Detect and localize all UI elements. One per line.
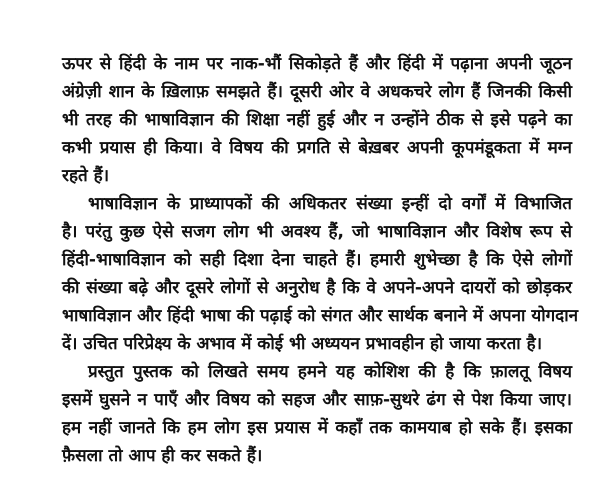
body-text bbox=[62, 50, 579, 470]
paragraph-3 bbox=[62, 358, 572, 470]
text-line: कभी प्रयास ही किया। वे विषय की प्रगति से बेख़बर अपनी कूपमंडूकता में मग्न bbox=[62, 138, 572, 158]
text-line: है। परंतु कुछ ऐसे सजग लोग भी अवश्य हैं, जो भाषाविज्ञान और विशेष रूप से bbox=[62, 222, 572, 242]
text-line: प्रस्तुत पुस्तक को लिखते समय हमने यह कोशिश की है कि फ़ालतू विषय bbox=[88, 362, 572, 382]
text-line: की संख्या बढ़े और दूसरे लोगों से अनुरोध है कि वे अपने-अपने दायरों को छोड़कर bbox=[62, 278, 572, 298]
text-line: ऊपर से हिंदी के नाम पर नाक-भौं सिकोड़ते हैं और हिंदी में पढ़ाना अपनी जूठन bbox=[62, 54, 572, 74]
text-line: दें। उचित परिप्रेक्ष्य के अभाव में कोई भी अध्ययन प्रभावहीन हो जाया करता है। bbox=[62, 334, 543, 354]
text-line: हम नहीं जानते कि हम लोग इस प्रयास में कहाँ तक कामयाब हो सके हैं। इसका bbox=[62, 418, 572, 438]
paragraph-2 bbox=[62, 190, 579, 358]
text-line: फ़ैसला तो आप ही कर सकते हैं। bbox=[62, 446, 263, 466]
text-line: भाषाविज्ञान के प्राध्यापकों की अधिकतर संख्या इन्हीं दो वर्गों में विभाजित bbox=[88, 194, 572, 214]
text-line: इसमें घुसने न पाएँ और विषय को सहज और साफ़-सुथरे ढंग से पेश किया जाए। bbox=[62, 390, 572, 410]
text-line: भी तरह की भाषाविज्ञान की शिक्षा नहीं हुई और न उन्होंने ठीक से इसे पढ़ने का bbox=[62, 110, 572, 130]
text-line: भाषाविज्ञान और हिंदी भाषा की पढ़ाई को संगत और सार्थक बनाने में अपना योगदान bbox=[62, 306, 579, 326]
text-line: रहते हैं। bbox=[62, 166, 110, 186]
paragraph-1 bbox=[62, 50, 572, 190]
text-line: अंग्रेज़ी शान के ख़िलाफ़ समझते हैं। दूसरी ओर वे अधकचरे लोग हैं जिनकी किसी bbox=[62, 82, 572, 102]
text-line: हिंदी-भाषाविज्ञान को सही दिशा देना चाहते हैं। हमारी शुभेच्छा है कि ऐसे लोगों bbox=[62, 250, 572, 270]
